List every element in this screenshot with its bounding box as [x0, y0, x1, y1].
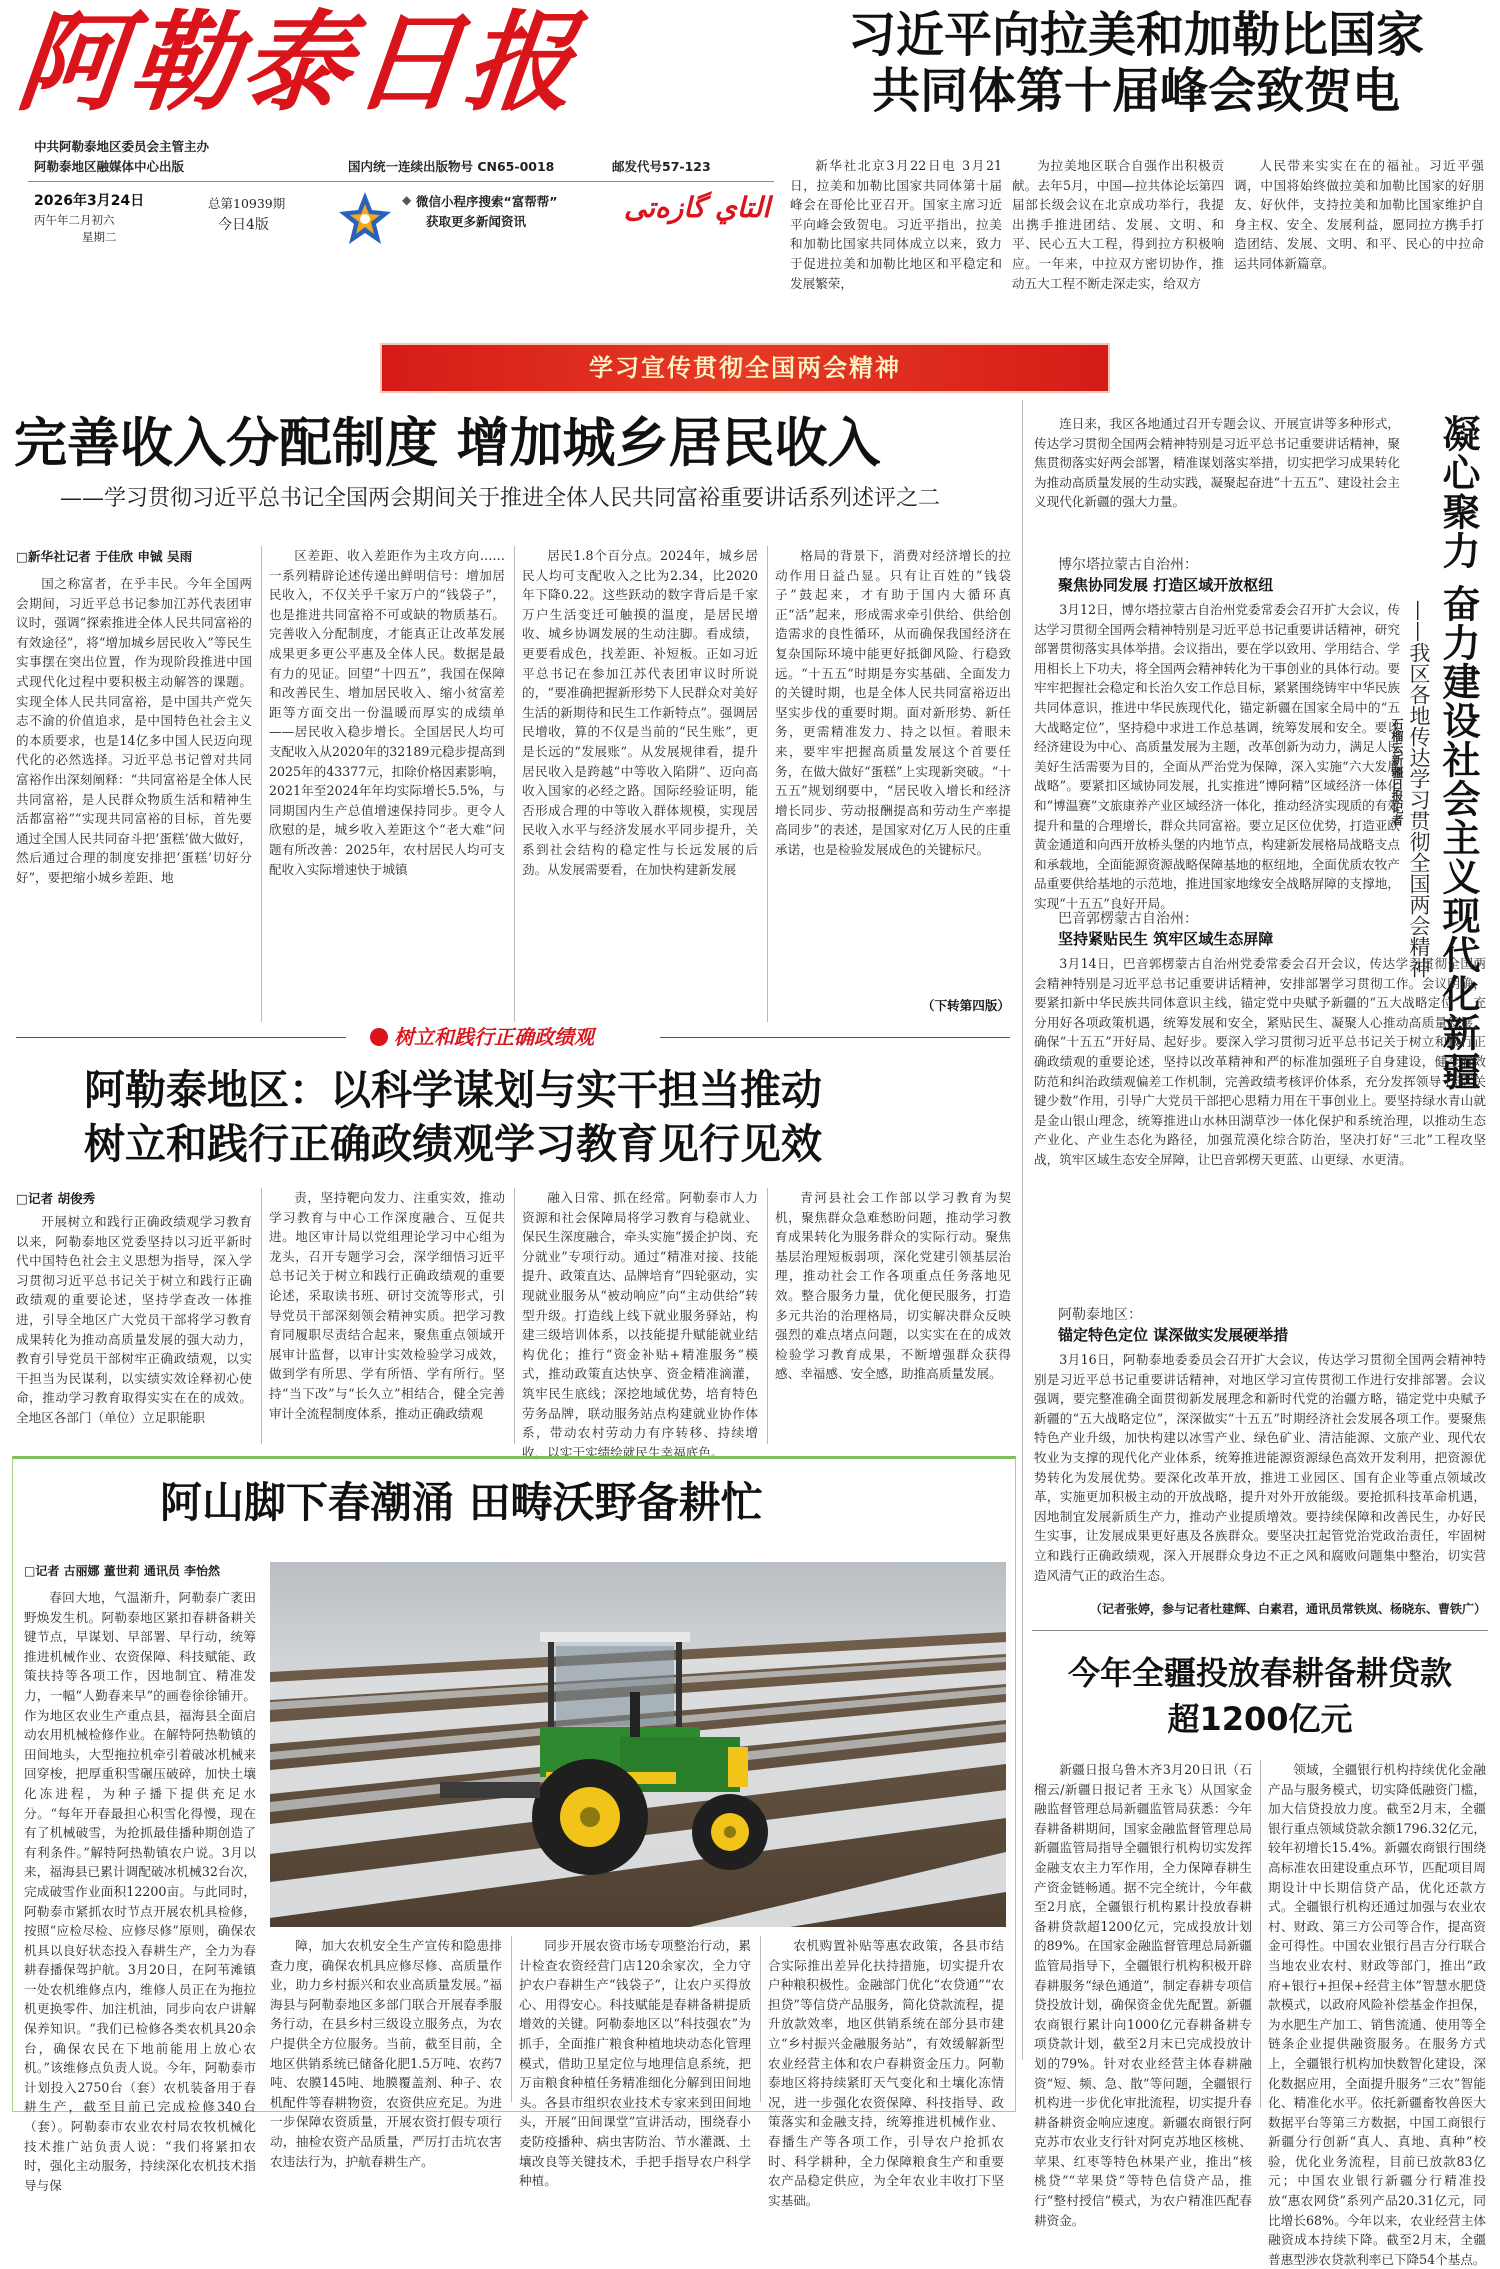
issue-date: 2026年3月24日	[34, 193, 145, 209]
zhengji-col-3: 融入日常、抓在经常。阿勒泰市人力资源和社会保障局将学习教育与稳就业、保民生深度融合，牵头实施“援企护岗、充分就业”专项行动。通过“精准对接、技能提升、政策直达、品牌培育”四轮驱动，实现就业服务从“被动响应”向“主动供给”转型升级。打造线上线下就业服务驿站，构建三级培训体系，以技能提升赋能就业结构优化；推行“资金补贴+精准服务”模式，推动政策直达快享、资金精准滴灌，筑牢民生底线；深挖地域优势，培育特色劳务品牌，联动服务站点构建就业协作体系，带动农村劳动力有序转移、持续增收，以实干实绩绘就民生幸福底色。	[522, 1190, 758, 1460]
byline-marker: □	[16, 549, 28, 564]
section-banner-label: 学习宣传贯彻全国两会精神	[589, 354, 901, 382]
top-headline-2: 共同体第十届峰会致贺电	[871, 63, 1400, 119]
commentary-col-3: 居民1.8个百分点。2024年，城乡居民人均可支配收入之比为2.34，比2020年下降0.22。这些跃动的数字背后是千家万户生活变迁可触摸的温度，是居民增收、城乡协调发展的生动注脚。看成绩，更要看成色，找差距、补短板。正如习近平总书记在参加江苏代表团审议时所说的，“要准确把握新形势下人民群众对美好生活的新期待和民生工作新特点”。强调居民增收，算的不仅是当前的“民生账”，更是长远的“发展账”。从发展规律看，提升居民收入是跨越“中等收入陷阱”、迈向高收入国家的必经之路。国际经验证明，能否形成合理的中等收入群体规模，实现居民收入水平与经济发展水平同步提升，关系到社会结构的稳定性与长远发展的后劲。从发展需要看，在加快构建新发展	[522, 548, 758, 877]
postal-code: 邮发代号57-123	[612, 159, 711, 174]
section-1-heading: 聚焦协同发展 打造区域开放枢纽	[1058, 576, 1274, 594]
right-feature-vertical-title: 凝心聚力 奋力建设社会主义现代化新疆	[1436, 414, 1480, 1092]
spring-headline: 阿山脚下春潮涌 田畴沃野备耕忙	[160, 1478, 763, 1527]
section-2-heading: 坚持紧贴民生 筑牢区域生态屏障	[1058, 930, 1274, 948]
section-1-body: 3月12日，博尔塔拉蒙古自治州党委常委会召开扩大会议，传达学习贯彻全国两会精神特别是习近平总书记重要讲话精神，研究部署贯彻落实具体举措。会议指出，要在学以致用、学用结合、学用相长上下功夫，将全国两会精神转化为干事创业的具体行动。要牢牢把握社会稳定和长治久安工作总目标，紧紧围绕铸牢中华民族共同体意识，推进中华民族现代化，锚定新疆在国家全局中的“五大战略定位”，坚持稳中求进工作总基调，统筹发展和安全。要以经济建设为中心、高质量发展为主题，改革创新为动力，满足人民美好生活需要为目的，全面从严治党为保障，深入实施“六大发展战略”。要紧扣区域协同发展，扎实推进“博阿精”区域经济一体化和“博温赛”文旅康养产业区域经济一体化，推动经济实现质的有效提升和量的合理增长，群众共同富裕。要立足区位优势，打造亚欧黄金通道和向西开放桥头堡的内地节点，构建新发展格局战略支点和承载地，全面能源资源战略保障基地的枢纽地，全面优质农牧产品重要供给基地的示范地，推进国家地缘安全战略屏障的支撑地，实现“十五五”良好开局。	[1034, 602, 1400, 911]
loans-headline-2: 超1200亿元	[1167, 1700, 1353, 1738]
lunar-date: 丙午年二月初六	[34, 213, 115, 227]
zhengji-kicker: 树立和践行正确政绩观	[394, 1025, 594, 1049]
zhengji-col-4: 青河县社会工作部以学习教育为契机，聚焦群众急难愁盼问题，推动学习教育成果转化为服务群众的实际行动。聚焦基层治理短板弱项，深化党建引领基层治理，推动社会工作各项重点任务落地见效。整合服务力量，优化便民服务，打造多元共治的治理格局，切实解决群众反映强烈的难点堵点问题，以实实在在的成效检验学习教育成果，不断增强群众获得感、幸福感、安全感，助推高质量发展。	[775, 1190, 1011, 1382]
kicker-dot-icon	[370, 1028, 388, 1046]
tractor-field-photo	[270, 1562, 1006, 1927]
top-story-col-1: 新华社北京3月22日电 3月21日，拉美和加勒比国家共同体第十届峰会在哥伦比亚召开。国家主席习近平向峰会致贺电。习近平指出，拉美和加勒比国家共同体成立以来，致力于促进拉美和加勒比地区和平稳定和发展繁荣，	[790, 158, 1002, 291]
section-3-heading: 锚定特色定位 谋深做实发展硬举措	[1058, 1326, 1289, 1344]
page-count: 今日4版	[218, 217, 269, 233]
commentary-byline: □新华社记者 于佳欣 申铖 吴雨	[16, 549, 193, 564]
spring-col-3: 农机购置补贴等惠农政策，各县市结合实际推出差异化扶持措施，切实提升农户种粮积极性。金融部门优化“农贷通”“农担贷”等信贷产品服务，简化贷款流程，提升放款效率，地区供销系统在部分县市建立“乡村振兴金融服务站”，有效缓解新型农业经营主体和农户春耕资金压力。阿勒泰地区将持续紧盯天气变化和土壤化冻情况，进一步强化农资保障、科技指导、政策落实和金融支持，统筹推进机械作业、春播生产等各项工作，引导农户抢抓农时、科学耕种，全力保障粮食生产和重要农产品稳定供应，为全年农业丰收打下坚实基础。	[768, 1938, 1004, 2208]
wechat-line-2: 获取更多新闻资讯	[426, 214, 527, 229]
spring-byline: □记者 古丽娜 董世莉 通讯员 李怡然	[24, 1564, 221, 1578]
wechat-line-1: 微信小程序搜索“富帮帮”	[416, 194, 558, 209]
section-2-body: 3月14日，巴音郭楞蒙古自治州党委常委会召开会议，传达学习贯彻全国两会精神特别是习近平总书记重要讲话精神，安排部署学习贯彻工作。会议明确，要紧扣新中华民族共同体意识主线，锚定党中央赋予新疆的“五大战略定位”，充分用好各项政策机遇，统筹发展和安全，紧贴民生、凝聚人心推动高质量发展，确保“十五五”开好局、起好步。要深入学习贯彻习近平总书记关于树立和践行正确政绩观的重要论述，坚持以改革精神和严的标准加强班子自身建设，健全有效防范和纠治政绩观偏差工作机制，完善政绩考核评价体系，充分发挥领导干部“关键少数”作用，引导广大党员干部把心思精力用在干事创业上。要坚持绿水青山就是金山银山理念，统筹推进山水林田湖草沙一体化保护和系统治理，以推动生态产业化、产业生态化为路径，加强荒漠化综合防治，坚决打好“三北”工程攻坚战，筑牢区域生态安全屏障，让巴音郭楞天更蓝、山更绿、水更清。	[1034, 956, 1486, 1167]
commentary-headline: 完善收入分配制度 增加城乡居民收入	[14, 413, 881, 474]
commentary-col-2: 区差距、收入差距作为主攻方向……一系列精辟论述传递出鲜明信号：增加居民收入，不仅关乎千家万户的“钱袋子”，也是推进共同富裕不可或缺的物质基石。完善收入分配制度，才能真正让改革发展成果更多更公平惠及全体人民。数据是最有力的见证。回望“十四五”，我国在保障和改善民生、增加居民收入、缩小贫富差距等方面交出一份温暖而厚实的成绩单——居民收入稳步增长。全国居民人均可支配收入从2020年的32189元稳步提高到2025年的43377元，扣除价格因素影响，2021年至2024年年均实际增长5.5%，与同期国内生产总值增速保持同步。更令人欣慰的是，城乡收入差距这个“老大难”问题有所改善：2025年，农村居民人均可支配收入实际增速快于城镇	[269, 548, 505, 877]
loans-col-1: 新疆日报乌鲁木齐3月20日讯（石榴云/新疆日报记者 王永飞）从国家金融监督管理总局新疆监管局获悉：今年春耕备耕期间，国家金融监督管理总局新疆监管局指导全疆银行机构切实发挥金融支农主力军作用，全力保障春耕生产资金链畅通。据不完全统计，今年截至2月底，全疆银行机构累计投放春耕备耕贷款超1200亿元，完成投放计划的89%。在国家金融监督管理总局新疆监管局指导下，全疆银行机构积极开辟春耕服务“绿色通道”，制定春耕专项信贷投放计划，确保资金优先配置。新疆农商银行累计向1000亿元春耕备耕专项贷款计划，截至2月末已完成投放计划的79%。针对农业经营主体春耕融资“短、频、急、散”等问题，全疆银行机构进一步优化审批流程，切实提升春耕备耕资金响应速度。新疆农商银行阿克苏市农业支行针对阿克苏地区核桃、苹果、红枣等特色林果产业，推出“核桃贷”“苹果贷”等特色信贷产品，推行“整村授信”模式，为农户精准匹配春耕资金。	[1034, 1762, 1252, 2228]
right-feature-intro: 连日来，我区各地通过召开专题会议、开展宣讲等多种形式，传达学习贯彻全国两会精神特别是习近平总书记重要讲话精神，聚焦贯彻落实好两会部署，精准谋划落实举措，切实把学习成果转化为推动高质量发展的生动实践，凝聚起奋进“十五五”、建设社会主义现代化新疆的强大力量。	[1034, 416, 1400, 510]
cn-number: 国内统一连续出版物号 CN65-0018	[348, 159, 555, 174]
loans-headline-1: 今年全疆投放春耕备耕贷款	[1067, 1654, 1452, 1692]
zhengji-byline: □记者 胡俊秀	[16, 1191, 96, 1206]
media-logo-icon	[336, 190, 394, 248]
spring-col-1: 障，加大农机安全生产宣传和隐患排查力度，确保农机具应修尽修、高质量作业，助力乡村振兴和农业高质量发展。”福海县与阿勒泰地区多部门联合开展春季服务行动，在县乡村三级设立服务点，为农户提供全方位服务。当前，截至目前，全地区供销系统已储备化肥1.5万吨、农药7吨、农膜145吨、地膜覆盖剂、种子、农机配件等春耕物资，农资供应充足。为进一步保障农资质量，开展农资打假专项行动，抽检农资产品质量，严厉打击坑农害农违法行为，护航春耕生产。	[270, 1938, 502, 2169]
commentary-col-4: 格局的背景下，消费对经济增长的拉动作用日益凸显。只有让百姓的“钱袋子”鼓起来，才有助于国内大循环真正“活”起来，形成需求牵引供给、供给创造需求的良性循环，从而确保我国经济在复杂国际环境中能更好抵御风险、行稳致远。“十五五”时期是夯实基础、全面发力的关键时期，也是全体人民共同富裕迈出坚实步伐的重要时期。面对新形势、新任务，更需精准发力、持之以恒。着眼未来，要牢牢把握高质量发展这个首要任务，在做大做好“蛋糕”上实现新突破。“十五五”规划纲要中，“居民收入增长和经济增长同步、劳动报酬提高和劳动生产率提高同步”的表述，是国家对亿万人民的庄重承诺，也是检验发展成色的关键标尺。	[775, 548, 1011, 857]
section-3-credit: （记者张婷，参与记者杜建辉、白素君，通讯员常铁岚、杨晓东、曹铁广）	[1089, 1602, 1486, 1616]
sponsor-line-2: 阿勒泰地区融媒体中心出版	[34, 159, 185, 174]
zhengji-col-2: 责，坚持靶向发力、注重实效，推动学习教育与中心工作深度融合、互促共进。地区审计局以党组理论学习中心组为龙头，召开专题学习会，深学细悟习近平总书记关于树立和践行正确政绩观的重要论述，采取读书班、研讨交流等形式，引导党员干部深刻领会精神实质。把学习教育同履职尽责结合起来，聚焦重点领域开展审计监督，以审计实效检验学习成效，做到学有所思、学有所悟、学有所行。坚持“当下改”与“长久立”相结合，健全完善审计全流程制度体系，推动正确政绩观	[269, 1190, 505, 1421]
top-story-col-2: 为拉美地区联合自强作出积极贡献。去年5月，中国—拉共体论坛第四届部长级会议在北京成功举行，我提出携手推进团结、发展、文明、和平、民心五大工程，得到拉方积极响应。一年来，中拉双方密切协作，推动五大工程不断走深走实，给双方	[1012, 158, 1224, 291]
section-banner	[382, 345, 1108, 391]
byline-marker: □	[24, 1564, 36, 1578]
section-2-kicker: 巴音郭楞蒙古自治州：	[1058, 911, 1198, 927]
weekday: 星期二	[82, 230, 117, 244]
commentary-subhead: ——学习贯彻习近平总书记全国两会期间关于推进全体人民共同富裕重要讲话系列述评之二	[60, 486, 941, 511]
section-1-kicker: 博尔塔拉蒙古自治州：	[1058, 557, 1198, 573]
kazakh-title: التاي گازەتى	[623, 191, 771, 224]
section-3-kicker: 阿勒泰地区：	[1058, 1307, 1142, 1323]
zhengji-headline-2: 树立和践行正确政绩观学习教育见行见效	[84, 1120, 822, 1168]
right-feature-vertical-byline: 石榴云新疆日报记者	[1390, 718, 1404, 826]
zhengji-headline-1: 阿勒泰地区：以科学谋划与实干担当推动	[84, 1066, 822, 1114]
zhengji-col-1: 开展树立和践行正确政绩观学习教育以来，阿勒泰地区党委坚持以习近平新时代中国特色社会主义思想为指导，深入学习贯彻习近平总书记关于树立和践行正确政绩观的重要论述，坚持学查改一体推进，引导全地区广大党员干部将学习教育成果转化为推动高质量发展的强大动力，教育引导党员干部树牢正确政绩观，以实干担当为民谋利，以实绩实效诠释初心使命，推动学习教育取得实实在在的成效。全地区各部门（单位）立足职能职	[16, 1214, 252, 1425]
issue-total: 总第10939期	[208, 196, 286, 211]
spring-left-col: 春回大地，气温渐升，阿勒泰广袤田野焕发生机。阿勒泰地区紧扣春耕备耕关键节点，早谋划、早部署、早行动，统筹推进机械作业、农资保障、科技赋能、政策扶持等各项工作，因地制宜、精准发力，一幅“人勤春来早”的画卷徐徐铺开。作为地区农业生产重点县，福海县全面启动农用机械检修作业。在解特阿热勒镇的田间地头，大型拖拉机牵引着破冰机械来回穿梭，把厚重积雪碾压破碎，加快土壤化冻进程，为种子播下提供充足水分。“每年开春最担心积雪化得慢，现在有了机械破雪，为抢抓最佳播种期创造了有利条件。”解特阿热勒镇农户说。3月以来，福海县已累计调配破冰机械32台次，完成破雪作业面积12200亩。与此同时，阿勒泰市紧抓农时节点开展农机具检修，按照“应检尽检、应修尽修”原则，确保农机具以良好状态投入春耕生产，全力为春耕春播保驾护航。3月20日，在阿苇滩镇一处农机维修点内，维修人员正在为拖拉机更换零件、加注机油，同步向农户讲解保养知识。“我们已检修各类农机具20余台，确保农民在下地前能用上放心农机。”该维修点负责人说。今年，阿勒泰市计划投入2750台（套）农机装备用于春耕生产，截至目前已完成检修340台（套）。阿勒泰市农业农村局农牧机械化技术推广站负责人说：“我们将紧扣农时，强化主动服务，持续深化农机技术指导与保	[24, 1590, 256, 2193]
top-story-col-3: 人民带来实实在在的福祉。习近平强调，中国将始终做拉美和加勒比国家的好朋友、好伙伴，支持拉美和加勒比国家维护自身主权、安全、发展利益，愿同拉方携手打造团结、发展、文明、和平、民心的中拉命运共同体新篇章。	[1234, 158, 1484, 271]
wechat-icon: ◆	[402, 193, 412, 207]
right-feature-vertical-sub: ——我区各地传达学习贯彻全国两会精神	[1407, 600, 1431, 978]
commentary-col-1: 国之称富者，在乎丰民。今年全国两会期间，习近平总书记参加江苏代表团审议时，强调“探索推进全体人民共同富裕的有效途径”，将“增加城乡居民收入”等民生实事摆在突出位置，作为现阶段推进中国式现代化过程中要积极主动解答的课题。实现全体人民共同富裕，是中国共产党矢志不渝的价值追求，是中国特色社会主义的本质要求，也是14亿多中国人民迈向现代化的必然选择。习近平总书记曾对共同富裕作出深刻阐释：“共同富裕是全体人民共同富裕，是人民群众物质生活和精神生活都富裕”“实现共同富裕的目标，首先要通过全国人民共同奋斗把‘蛋糕’做大做好，然后通过合理的制度安排把‘蛋糕’切好分好”，要把缩小城乡差距、地	[16, 576, 252, 885]
commentary-turn-notice: （下转第四版）	[921, 998, 1010, 1013]
sponsor-line-1: 中共阿勒泰地区委员会主管主办	[34, 139, 210, 154]
byline-marker: □	[16, 1191, 28, 1206]
top-headline-1: 习近平向拉美和加勒比国家	[847, 7, 1424, 63]
loans-col-2: 领域，全疆银行机构持续优化金融产品与服务模式，切实降低融资门槛，加大信贷投放力度。截至2月末，全疆银行重点领域贷款余额1796.32亿元，较年初增长15.4%。新疆农商银行围绕高标准农田建设重点环节，匹配项目周期设计中长期信贷产品，优化还款方式。全疆银行机构还通过加强与农业农村、财政、第三方公司等合作，提高资金可得性。中国农业银行昌吉分行联合当地农业农村、财政等部门，推出“政府+银行+担保+经营主体”智慧水肥贷款模式，以政府风险补偿基金作担保，为水肥生产加工、销售流通、使用等全链条企业提供融资服务。在服务方式上，全疆银行机构加快数智化建设，深化数据应用，全面提升服务“三农”智能化、精准化水平。依托新疆畜牧兽医大数据平台等第三方数据，中国工商银行新疆分行创新“真人、真地、真种”校验，优化业务流程，目前已放款83亿元；中国农业银行新疆分行精准投放“惠农网贷”系列产品20.31亿元，同比增长68%。今年以来，农业经营主体融资成本持续下降。截至2月末，全疆普惠型涉农贷款利率已下降54个基点。	[1268, 1762, 1486, 2267]
spring-col-2: 同步开展农资市场专项整治行动，累计检查农资经营门店120余家次，全力守护农户春耕生产“钱袋子”，让农户买得放心、用得安心。科技赋能是春耕备耕提质增效的关键。阿勒泰地区以“科技强农”为抓手，全面推广粮食种植地块动态化管理模式，借助卫星定位与地理信息系统，把万亩粮食种植任务精准细化分解到田间地头。各县市组织农业技术专家来到田间地头，开展“田间课堂”宣讲活动，围绕春小麦防疫播种、病虫害防治、节水灌溉、土壤改良等关键技术，手把手指导农户科学种植。	[519, 1938, 751, 2189]
masthead-title: 阿勒泰日报	[11, 0, 585, 126]
section-3-body: 3月16日，阿勒泰地委委员会召开扩大会议，传达学习贯彻全国两会精神特别是习近平总书记重要讲话精神，对地区学习宣传贯彻工作进行安排部署。会议强调，要完整准确全面贯彻新发展理念和新时代党的治疆方略，锚定党中央赋予新疆的“五大战略定位”，深深做实“十五五”时期经济社会发展各项工作。要聚焦特色产业升级，加快构建以冰雪产业、绿色矿业、清洁能源、文旅产业、现代农牧业为支撑的现代化产业体系，统筹推进能源资源绿色高效开发利用，把资源优势转化为发展优势。要深化改革开放，推进工业园区、国有企业等重点领域改革，实施更加积极主动的开放战略，提升对外开放能级。要抢抓科技革命机遇，因地制宜发展新质生产力，推动产业提质增效。要持续保障和改善民生，办好民生实事，让发展成果更好惠及各族群众。要坚决扛起管党治党政治责任，牢固树立和践行正确政绩观，深入开展群众身边不正之风和腐败问题集中整治，切实营造风清气正的政治生态。	[1034, 1352, 1486, 1583]
